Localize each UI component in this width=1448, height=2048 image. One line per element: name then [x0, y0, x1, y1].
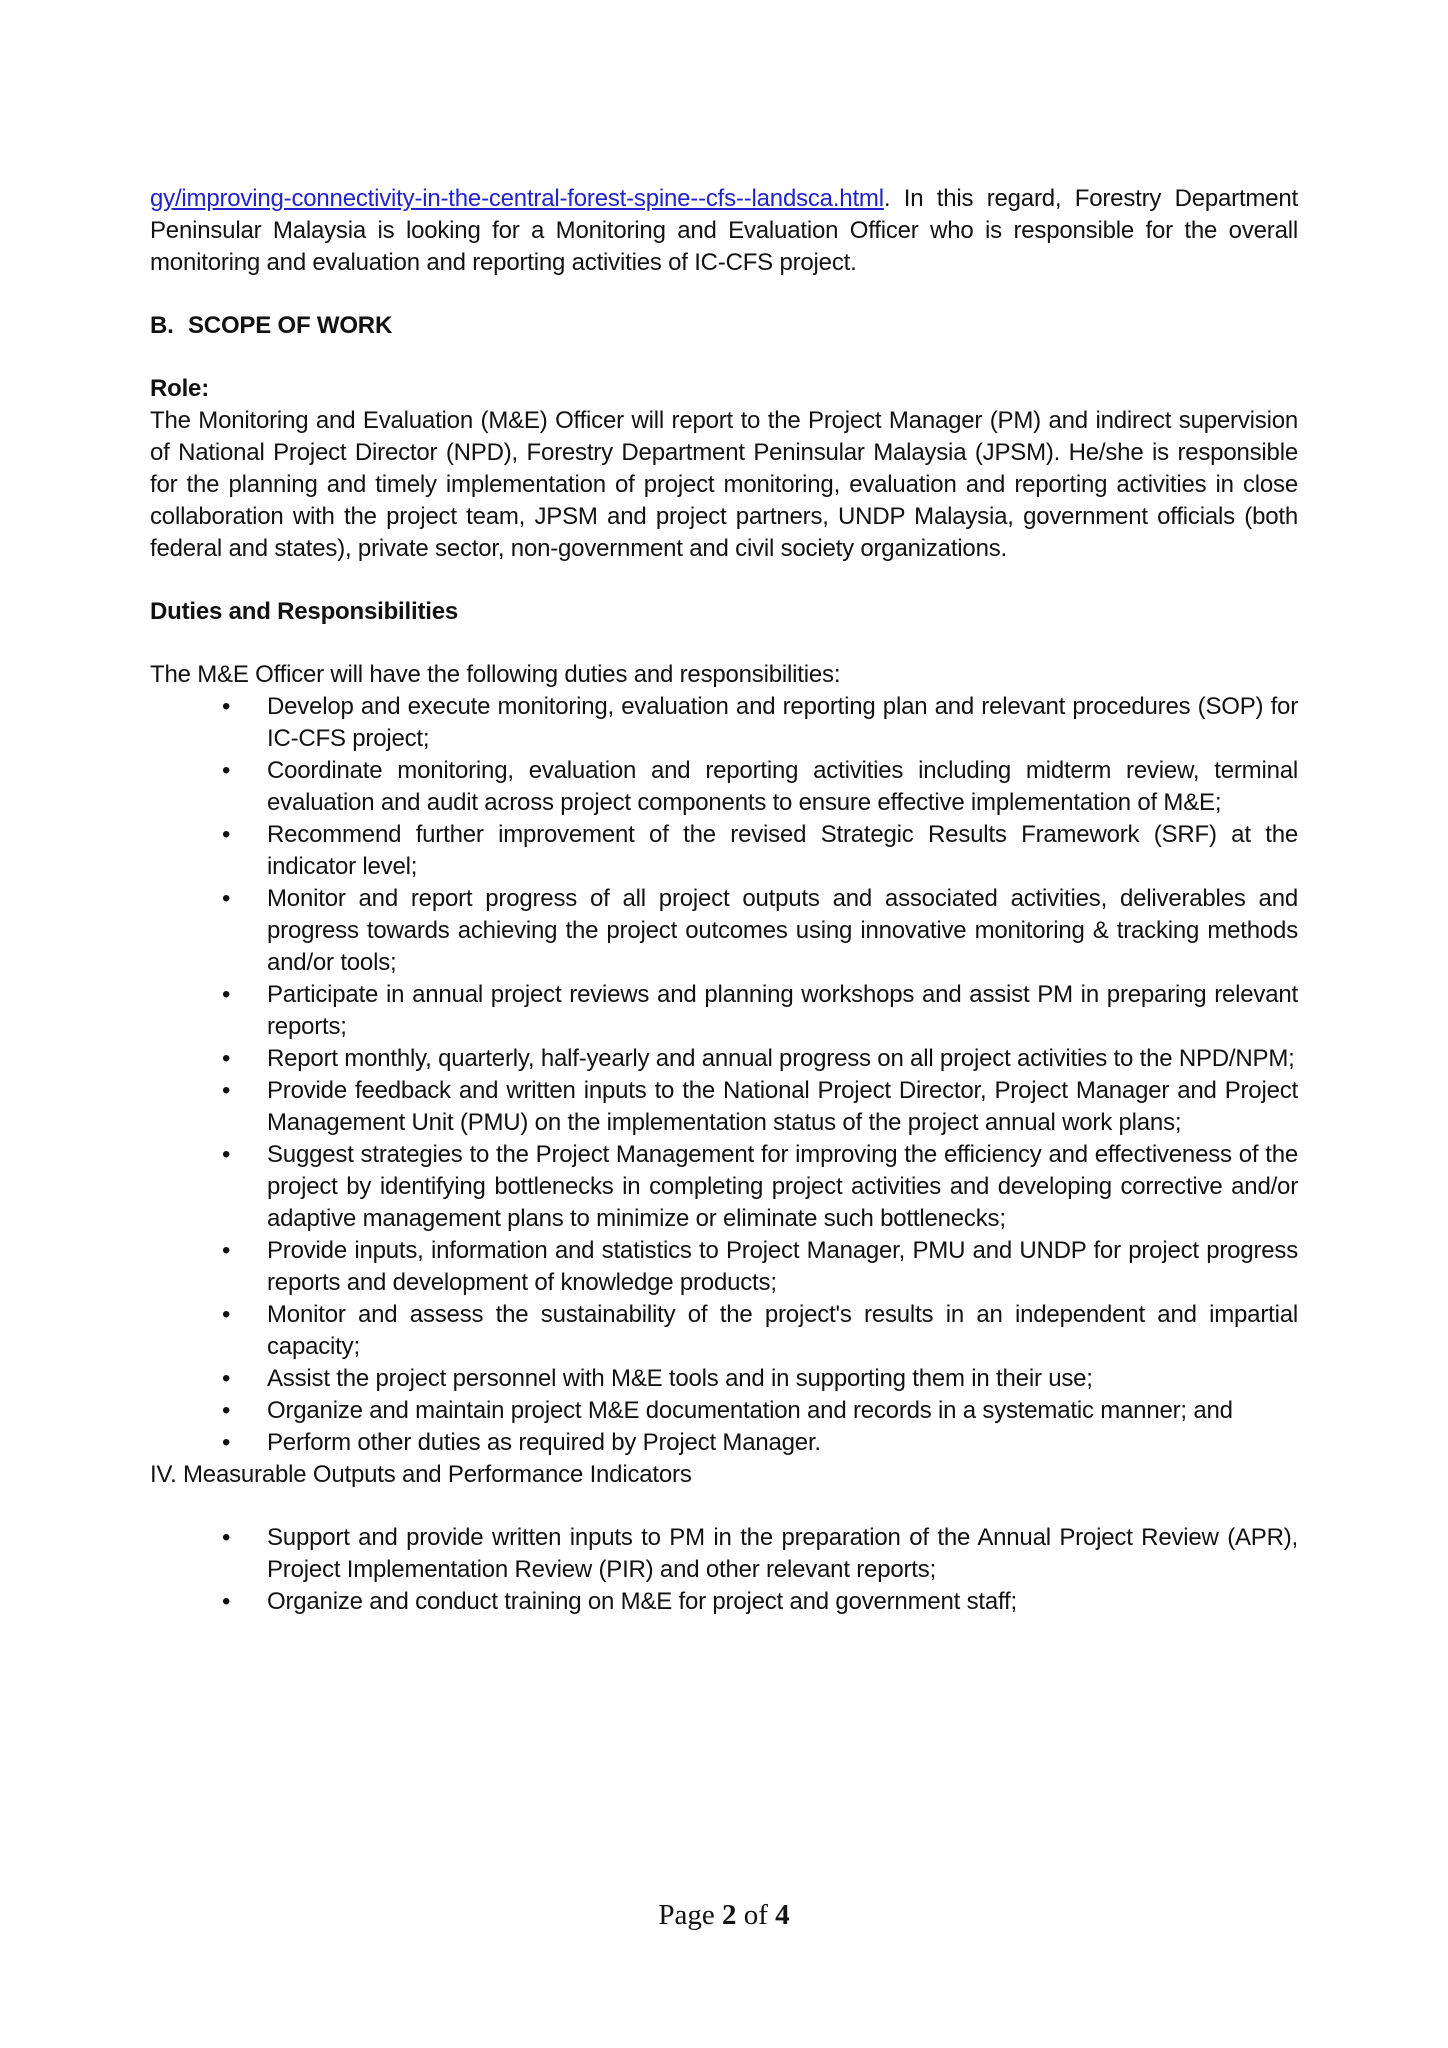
duties-list	[150, 691, 1298, 1459]
duty-item: • Recommend further improvement of the revised Strategic Results Framework (SRF) at the indicator level;	[150, 819, 1298, 883]
footer-page-number: 2	[721, 1899, 737, 1931]
role-paragraph: The Monitoring and Evaluation (M&E) Officer will report to the Project Manager (PM) and indirect supervision of National Project Director (NPD), Forestry Department Peninsular Malaysia (JPSM). He/she is responsible for the planning and timely implementation of project monitoring, evaluation and reporting activities in close collaboration with the project team, JPSM and project partners, UNDP Malaysia, government officials (both federal and states), private sector, non-government and civil society organizations.	[150, 407, 1298, 562]
duty-item: • Coordinate monitoring, evaluation and reporting activities including midterm review, terminal evaluation and audit across project components to ensure effective implementation of M&E;	[150, 755, 1298, 819]
role-heading: Role:	[150, 375, 210, 402]
duty-item: • Suggest strategies to the Project Management for improving the efficiency and effectiveness of the project by identifying bottlenecks in completing project activities and developing corrective and/or adaptive management plans to minimize or eliminate such bottlenecks;	[150, 1139, 1298, 1235]
duty-item: • Assist the project personnel with M&E tools and in supporting them in their use;	[150, 1363, 1298, 1395]
duty-item: • Develop and execute monitoring, evaluation and reporting plan and relevant procedures (SOP) for IC-CFS project;	[150, 691, 1298, 755]
intro-hyperlink[interactable]: gy/improving-connectivity-in-the-central-forest-spine--cfs--landsca.html	[150, 185, 884, 212]
output-item: • Support and provide written inputs to PM in the preparation of the Annual Project Review (APR), Project Implementation Review (PIR) and other relevant reports;	[150, 1522, 1298, 1586]
page-footer	[0, 1898, 1448, 1932]
duty-item: • Monitor and report progress of all project outputs and associated activities, deliverables and progress towards achieving the project outcomes using innovative monitoring & tracking methods and/or tools;	[150, 883, 1298, 979]
duties-intro: The M&E Officer will have the following duties and responsibilities:	[150, 661, 841, 688]
footer-of-word: of	[743, 1899, 768, 1931]
outputs-list	[150, 1522, 1298, 1618]
duty-item: • Provide inputs, information and statistics to Project Manager, PMU and UNDP for project progress reports and development of knowledge products;	[150, 1235, 1298, 1299]
footer-total-pages: 4	[775, 1899, 790, 1931]
duties-heading: Duties and Responsibilities	[150, 598, 458, 625]
duty-item: • Organize and maintain project M&E documentation and records in a systematic manner; and	[150, 1395, 1298, 1427]
duty-item: • Perform other duties as required by Project Manager.	[150, 1427, 1298, 1459]
output-item: • Organize and conduct training on M&E for project and government staff;	[150, 1586, 1298, 1618]
duty-item: • Monitor and assess the sustainability of the project's results in an independent and impartial capacity;	[150, 1299, 1298, 1363]
intro-paragraph-text: . In this regard, Forestry Department Peninsular Malaysia is looking for a Monitoring and Evaluation Officer who is responsible for the overall monitoring and evaluation and reporting activities of IC-CFS project.	[150, 185, 1298, 276]
footer-page-word: Page	[658, 1899, 715, 1931]
outputs-heading: IV. Measurable Outputs and Performance Indicators	[150, 1461, 692, 1488]
duty-item: • Provide feedback and written inputs to the National Project Director, Project Manager and Project Management Unit (PMU) on the implementation status of the project annual work plans;	[150, 1075, 1298, 1139]
section-b-label: B.	[150, 312, 174, 339]
intro-paragraph	[150, 183, 1298, 279]
section-b-title: SCOPE OF WORK	[188, 312, 393, 339]
section-b-heading	[150, 310, 1298, 342]
duty-item: • Participate in annual project reviews and planning workshops and assist PM in preparing relevant reports;	[150, 979, 1298, 1043]
duty-item: • Report monthly, quarterly, half-yearly and annual progress on all project activities to the NPD/NPM;	[150, 1043, 1298, 1075]
